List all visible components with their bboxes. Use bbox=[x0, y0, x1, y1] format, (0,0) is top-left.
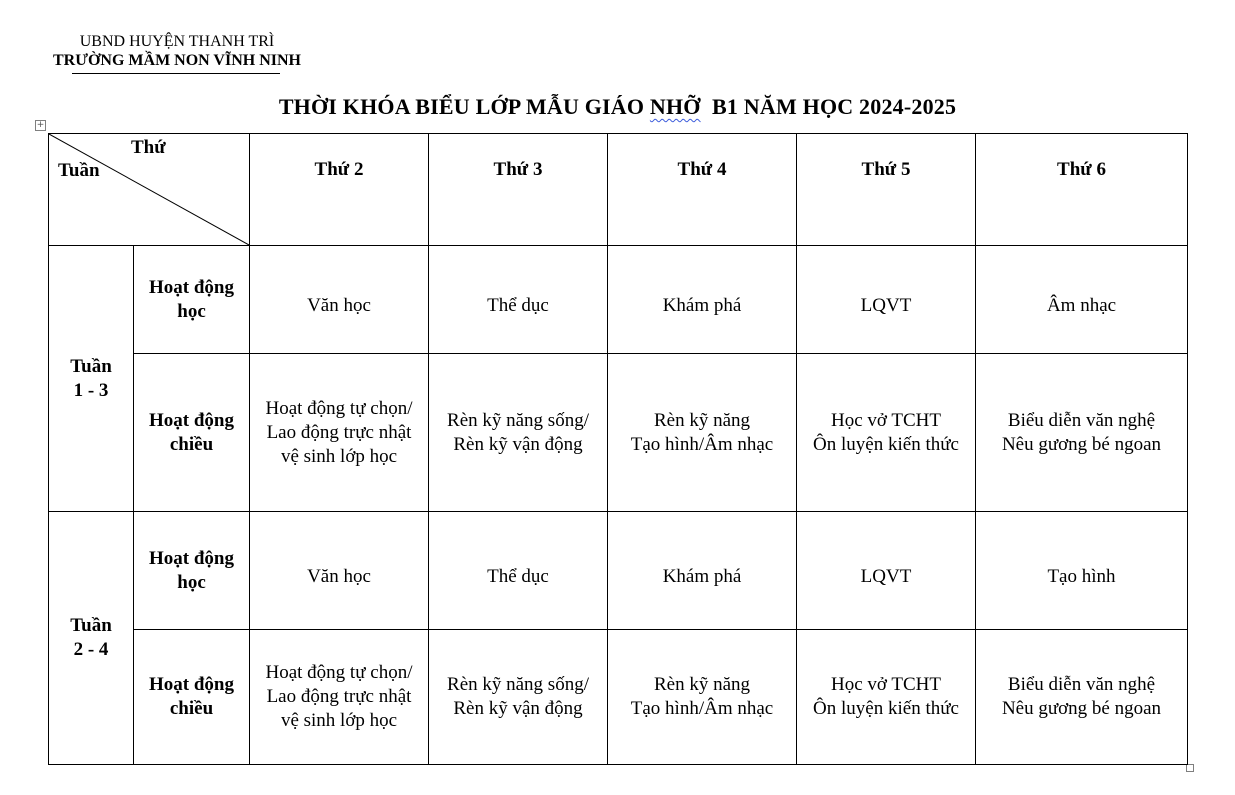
table-row bbox=[49, 512, 1188, 630]
schedule-cell bbox=[976, 630, 1188, 765]
schedule-cell bbox=[797, 354, 976, 512]
cell-text: Thể dục bbox=[487, 565, 549, 587]
corner-cell bbox=[49, 134, 250, 246]
authority-name: UBND HUYỆN THANH TRÌ bbox=[79, 33, 275, 50]
cell-text: Lao động trực nhật bbox=[266, 686, 412, 707]
day-header-thu-5: Thứ 5 bbox=[797, 134, 976, 246]
cell-text: Hoạt động tự chọn/ bbox=[265, 397, 413, 419]
cell-text: Văn học bbox=[307, 565, 371, 587]
activity-label-hoc bbox=[134, 246, 250, 354]
header-row bbox=[49, 134, 1188, 246]
cell-text: Hoạt động tự chọn/ bbox=[265, 662, 413, 683]
timetable bbox=[48, 133, 1188, 765]
table-move-handle-icon[interactable]: + bbox=[36, 120, 45, 130]
table-row bbox=[49, 630, 1188, 765]
activity-label-line1: Hoạt động bbox=[149, 409, 234, 431]
cell-text: Âm nhạc bbox=[1046, 294, 1117, 316]
cell-text: Rèn kỹ năng sống/ bbox=[447, 409, 589, 431]
school-name: TRƯỜNG MẦM NON VĨNH NINH bbox=[53, 52, 301, 69]
cell-text: LQVT bbox=[860, 294, 912, 316]
activity-label-chieu bbox=[134, 354, 250, 512]
cell-text: Rèn kỹ năng bbox=[653, 409, 751, 431]
cell-text: Học vở TCHT bbox=[831, 674, 941, 695]
cell-text: Rèn kỹ năng sống/ bbox=[447, 674, 589, 695]
activity-label-line1: Hoạt động bbox=[149, 547, 234, 569]
day-header-thu-2: Thứ 2 bbox=[250, 134, 429, 246]
cell-text: Ôn luyện kiến thức bbox=[813, 698, 959, 719]
cell-text: Thể dục bbox=[487, 294, 549, 316]
title-part-3: B1 NĂM HỌC 2024-2025 bbox=[700, 94, 957, 119]
table-row bbox=[49, 354, 1188, 512]
cell-text: Văn học bbox=[307, 294, 371, 316]
cell-text: Biểu diễn văn nghệ bbox=[1007, 409, 1156, 431]
table-row bbox=[49, 246, 1188, 354]
cell-text: Ôn luyện kiến thức bbox=[813, 433, 959, 455]
week-label-line2: 1 - 3 bbox=[73, 379, 109, 401]
corner-week-label: Tuần bbox=[58, 160, 100, 181]
day-header-thu-6: Thứ 6 bbox=[976, 134, 1188, 246]
activity-label-line1: Hoạt động bbox=[149, 674, 234, 695]
schedule-cell bbox=[608, 512, 797, 630]
activity-label-line2: học bbox=[177, 300, 206, 322]
schedule-cell bbox=[608, 630, 797, 765]
schedule-cell bbox=[976, 246, 1188, 354]
title-part-2-spellcheck-word: NHỠ bbox=[649, 94, 701, 119]
title-part-1: THỜI KHÓA BIỂU LỚP MẪU GIÁO bbox=[278, 94, 650, 119]
schedule-cell bbox=[429, 630, 608, 765]
cell-text: Lao động trực nhật bbox=[266, 421, 412, 443]
cell-text: Nêu gương bé ngoan bbox=[1001, 433, 1162, 455]
schedule-cell bbox=[797, 630, 976, 765]
schedule-cell bbox=[797, 246, 976, 354]
header-underline bbox=[72, 73, 280, 74]
cell-text: Biểu diễn văn nghệ bbox=[1007, 674, 1156, 695]
schedule-cell bbox=[250, 246, 429, 354]
schedule-cell bbox=[250, 512, 429, 630]
week-label-line1: Tuần bbox=[70, 355, 112, 377]
cell-text: Khám phá bbox=[662, 294, 742, 316]
cell-text: vệ sinh lớp học bbox=[280, 445, 398, 467]
activity-label-line2: chiều bbox=[169, 433, 214, 455]
cell-text: LQVT bbox=[860, 565, 912, 587]
schedule-cell bbox=[429, 246, 608, 354]
page-title bbox=[0, 94, 1235, 120]
schedule-cell bbox=[976, 354, 1188, 512]
week-label-1-3 bbox=[49, 246, 134, 512]
activity-label-hoc bbox=[134, 512, 250, 630]
cell-text: vệ sinh lớp học bbox=[280, 710, 398, 731]
schedule-cell bbox=[250, 630, 429, 765]
activity-label-line2: chiều bbox=[169, 698, 214, 719]
activity-label-chieu bbox=[134, 630, 250, 765]
cell-text: Tạo hình bbox=[1047, 565, 1116, 587]
cell-text: Nêu gương bé ngoan bbox=[1001, 698, 1162, 719]
activity-label-line1: Hoạt động bbox=[149, 276, 234, 298]
schedule-cell bbox=[976, 512, 1188, 630]
schedule-cell bbox=[608, 246, 797, 354]
table-resize-handle-icon[interactable] bbox=[1186, 764, 1194, 772]
corner-day-label: Thứ bbox=[131, 137, 166, 158]
document-header bbox=[38, 32, 316, 70]
day-header-thu-3: Thứ 3 bbox=[429, 134, 608, 246]
schedule-cell bbox=[429, 354, 608, 512]
week-label-2-4 bbox=[49, 512, 134, 765]
cell-text: Tạo hình/Âm nhạc bbox=[630, 698, 774, 719]
activity-label-line2: học bbox=[177, 571, 206, 593]
cell-text: Tạo hình/Âm nhạc bbox=[630, 433, 774, 455]
week-label-line1: Tuần bbox=[70, 615, 112, 636]
cell-text: Rèn kỹ năng bbox=[653, 674, 751, 695]
cell-text: Học vở TCHT bbox=[831, 409, 941, 431]
schedule-cell bbox=[797, 512, 976, 630]
day-header-thu-4: Thứ 4 bbox=[608, 134, 797, 246]
schedule-cell bbox=[608, 354, 797, 512]
schedule-cell bbox=[250, 354, 429, 512]
week-label-line2: 2 - 4 bbox=[73, 639, 109, 660]
cell-text: Rèn kỹ vận động bbox=[453, 433, 583, 455]
schedule-cell bbox=[429, 512, 608, 630]
cell-text: Rèn kỹ vận động bbox=[453, 698, 583, 719]
cell-text: Khám phá bbox=[662, 565, 742, 587]
